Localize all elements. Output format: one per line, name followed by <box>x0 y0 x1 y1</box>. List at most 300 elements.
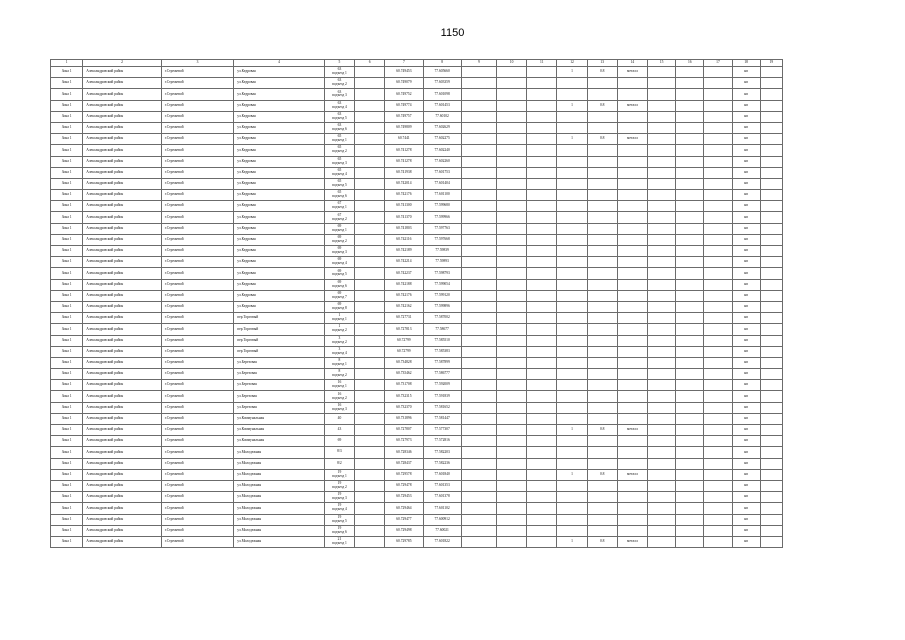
building-cell <box>324 246 354 257</box>
table-cell: г.Стрежевой <box>161 536 233 547</box>
table-row <box>51 167 783 178</box>
column-header: 18 <box>732 60 760 67</box>
table-cell <box>587 447 617 458</box>
column-header: 7 <box>385 60 423 67</box>
table-cell <box>676 492 704 503</box>
table-cell: 77.602240 <box>423 145 461 156</box>
table-cell: нп <box>732 134 760 145</box>
table-cell <box>648 89 676 100</box>
table-cell: нп <box>732 492 760 503</box>
column-header: 17 <box>704 60 732 67</box>
table-row <box>51 212 783 223</box>
table-cell: нп <box>732 514 760 525</box>
table-cell <box>648 257 676 268</box>
table-cell <box>587 380 617 391</box>
table-cell: нп <box>732 122 760 133</box>
building-number: 69 <box>337 302 342 307</box>
column-header: 4 <box>234 60 325 67</box>
column-header: 13 <box>587 60 617 67</box>
data-table <box>50 59 783 548</box>
table-body <box>51 67 783 548</box>
table-cell <box>648 223 676 234</box>
table-cell <box>676 167 704 178</box>
table-cell: 60.729477 <box>385 514 423 525</box>
table-cell <box>461 313 496 324</box>
table-cell <box>461 447 496 458</box>
building-number: 19 <box>337 525 342 530</box>
table-cell: 60.741938 <box>385 167 423 178</box>
table-cell <box>496 67 526 78</box>
table-cell <box>527 201 557 212</box>
table-cell <box>557 436 587 447</box>
table-cell: ул.Молодежная <box>234 525 325 536</box>
table-cell <box>648 67 676 78</box>
table-cell <box>355 167 385 178</box>
table-cell <box>461 402 496 413</box>
table-cell <box>760 313 782 324</box>
building-cell <box>324 78 354 89</box>
table-cell <box>587 413 617 424</box>
table-cell: 60.731708 <box>385 380 423 391</box>
table-cell <box>527 413 557 424</box>
table-cell <box>704 514 732 525</box>
table-cell <box>461 167 496 178</box>
table-cell <box>461 111 496 122</box>
table-row <box>51 402 783 413</box>
table-cell <box>617 413 647 424</box>
table-cell <box>527 536 557 547</box>
table-cell <box>617 480 647 491</box>
table-cell: 77.582236 <box>423 458 461 469</box>
table-cell <box>760 346 782 357</box>
table-cell: ул.Молодежная <box>234 514 325 525</box>
table-cell <box>648 201 676 212</box>
table-cell: 60.749809 <box>385 122 423 133</box>
building-number: 1 <box>338 324 341 329</box>
table-cell: нп <box>732 301 760 312</box>
table-cell <box>587 145 617 156</box>
building-number: 8 <box>338 369 341 374</box>
table-cell: Зона 1 <box>51 257 83 268</box>
table-cell <box>704 122 732 133</box>
table-cell <box>704 190 732 201</box>
table-cell <box>496 145 526 156</box>
table-cell: 60.727807 <box>385 425 423 436</box>
table-cell <box>355 134 385 145</box>
table-cell: Александровский район <box>83 391 162 402</box>
table-cell: ул.Кедровая <box>234 234 325 245</box>
table-cell: ул.Кедровая <box>234 167 325 178</box>
table-cell: ул.Березовая <box>234 369 325 380</box>
table-cell: нп <box>732 413 760 424</box>
table-cell: 77.602275 <box>423 134 461 145</box>
table-cell: 60.742189 <box>385 246 423 257</box>
table-cell: ул.Березовая <box>234 380 325 391</box>
table-cell: 77.592009 <box>423 380 461 391</box>
table-cell <box>527 458 557 469</box>
table-cell <box>648 413 676 424</box>
entrance-label: подъезд 4 <box>332 171 347 176</box>
table-cell <box>704 503 732 514</box>
table-cell <box>676 413 704 424</box>
table-cell: 60.72799 <box>385 335 423 346</box>
entrance-label: подъезд 6 <box>332 529 347 534</box>
table-cell <box>461 391 496 402</box>
table-cell <box>527 111 557 122</box>
table-cell <box>760 425 782 436</box>
table-cell <box>587 279 617 290</box>
table-cell: нп <box>732 536 760 547</box>
table-cell: ул.Кедровая <box>234 212 325 223</box>
table-cell <box>355 111 385 122</box>
table-cell <box>676 246 704 257</box>
table-cell <box>617 257 647 268</box>
table-cell <box>496 178 526 189</box>
table-cell <box>648 190 676 201</box>
table-cell <box>587 246 617 257</box>
entrance-label: подъезд 8 <box>332 306 347 311</box>
table-cell <box>461 413 496 424</box>
table-cell <box>587 313 617 324</box>
table-cell <box>704 480 732 491</box>
table-cell: нп <box>732 313 760 324</box>
table-cell <box>527 492 557 503</box>
table-cell: 60.731896 <box>385 413 423 424</box>
building-cell <box>324 391 354 402</box>
table-cell: нп <box>732 480 760 491</box>
table-row <box>51 301 783 312</box>
table-cell <box>496 190 526 201</box>
table-cell <box>617 436 647 447</box>
table-cell <box>496 246 526 257</box>
table-cell: Александровский район <box>83 447 162 458</box>
table-cell <box>760 357 782 368</box>
column-header: 15 <box>648 60 676 67</box>
column-header: 8 <box>423 60 461 67</box>
table-cell: пер.Торговый <box>234 313 325 324</box>
table-cell <box>461 212 496 223</box>
table-cell <box>557 402 587 413</box>
table-cell <box>527 122 557 133</box>
table-cell <box>760 480 782 491</box>
table-cell: нп <box>732 335 760 346</box>
table-cell <box>496 436 526 447</box>
building-number: 19 <box>337 492 342 497</box>
building-number: 69 <box>337 279 342 284</box>
table-row <box>51 536 783 547</box>
table-cell <box>760 89 782 100</box>
table-cell <box>760 223 782 234</box>
building-number: 69 <box>337 234 342 239</box>
table-cell <box>587 290 617 301</box>
table-cell <box>527 369 557 380</box>
column-header: 5 <box>324 60 354 67</box>
table-cell: Зона 1 <box>51 380 83 391</box>
table-cell: нп <box>732 503 760 514</box>
table-cell: Александровский район <box>83 290 162 301</box>
table-cell: нп <box>732 257 760 268</box>
building-number: 65 <box>337 156 342 161</box>
table-cell: 60.741370 <box>385 212 423 223</box>
table-cell: 60.729478 <box>385 480 423 491</box>
table-cell: 0.8 <box>587 469 617 480</box>
table-cell <box>704 346 732 357</box>
table-cell <box>527 357 557 368</box>
building-number: 65 <box>337 145 342 150</box>
table-row <box>51 134 783 145</box>
table-cell <box>617 268 647 279</box>
table-cell: 60.742176 <box>385 290 423 301</box>
table-cell <box>527 313 557 324</box>
table-cell: нп <box>732 201 760 212</box>
table-cell: г.Стрежевой <box>161 413 233 424</box>
table-cell: Зона 1 <box>51 201 83 212</box>
table-cell: 77.601753 <box>423 167 461 178</box>
table-cell: Зона 1 <box>51 67 83 78</box>
building-cell <box>324 514 354 525</box>
table-cell: нп <box>732 425 760 436</box>
table-cell <box>461 67 496 78</box>
table-cell <box>496 380 526 391</box>
table-cell <box>496 100 526 111</box>
table-cell <box>527 268 557 279</box>
table-row <box>51 246 783 257</box>
table-cell: ул.Коммунальная <box>234 413 325 424</box>
table-cell <box>760 525 782 536</box>
entrance-label: подъезд 2 <box>332 216 347 221</box>
entrance-label: подъезд 2 <box>332 339 347 344</box>
entrance-label: подъезд 2 <box>332 395 347 400</box>
table-cell <box>355 246 385 257</box>
building-cell <box>324 279 354 290</box>
table-cell <box>557 290 587 301</box>
table-row <box>51 223 783 234</box>
table-row <box>51 257 783 268</box>
table-cell <box>676 268 704 279</box>
table-cell <box>648 514 676 525</box>
entrance-label: подъезд 1 <box>332 473 347 478</box>
building-number: 16 <box>337 380 342 385</box>
table-row <box>51 469 783 480</box>
building-cell <box>324 190 354 201</box>
table-cell <box>587 346 617 357</box>
table-cell <box>461 346 496 357</box>
entrance-label: подъезд 1 <box>332 361 347 366</box>
table-cell <box>704 167 732 178</box>
table-cell: 77.586777 <box>423 369 461 380</box>
table-cell: г.Стрежевой <box>161 78 233 89</box>
table-cell <box>648 290 676 301</box>
table-cell <box>704 357 732 368</box>
table-cell <box>527 212 557 223</box>
building-cell <box>324 67 354 78</box>
table-cell <box>461 257 496 268</box>
building-number: 63 <box>337 123 342 128</box>
table-cell: Зона 1 <box>51 145 83 156</box>
table-cell: Зона 1 <box>51 425 83 436</box>
table-cell: 77.602260 <box>423 156 461 167</box>
table-row <box>51 480 783 491</box>
table-cell <box>355 201 385 212</box>
table-cell: 77.585510 <box>423 335 461 346</box>
table-cell: г.Стрежевой <box>161 67 233 78</box>
table-cell <box>617 492 647 503</box>
table-row <box>51 268 783 279</box>
table-cell <box>617 290 647 301</box>
table-cell <box>461 246 496 257</box>
table-cell: Зона 1 <box>51 134 83 145</box>
table-cell <box>648 436 676 447</box>
table-cell <box>496 78 526 89</box>
table-cell: 1 <box>557 536 587 547</box>
table-cell <box>527 190 557 201</box>
table-cell <box>355 190 385 201</box>
table-cell <box>760 145 782 156</box>
table-cell <box>496 111 526 122</box>
table-cell <box>760 447 782 458</box>
table-row <box>51 436 783 447</box>
column-header: 10 <box>496 60 526 67</box>
table-cell: г.Стрежевой <box>161 514 233 525</box>
building-cell <box>324 480 354 491</box>
table-cell: 60.729785 <box>385 536 423 547</box>
table-cell: Зона 1 <box>51 290 83 301</box>
building-number: 43 <box>337 427 342 432</box>
table-cell: нп <box>732 156 760 167</box>
table-cell <box>557 145 587 156</box>
table-cell <box>676 111 704 122</box>
table-cell <box>461 223 496 234</box>
table-cell: нп <box>732 290 760 301</box>
table-cell <box>496 167 526 178</box>
table-cell <box>461 100 496 111</box>
table-cell <box>527 391 557 402</box>
table-cell <box>557 335 587 346</box>
table-cell <box>461 380 496 391</box>
table-cell <box>557 480 587 491</box>
table-row <box>51 100 783 111</box>
table-cell: 77.601840 <box>423 469 461 480</box>
table-cell <box>355 268 385 279</box>
table-cell: 60.729453 <box>385 492 423 503</box>
entrance-label: подъезд 1 <box>332 71 347 76</box>
entrance-label: подъезд 5 <box>332 272 347 277</box>
building-number: 69 <box>337 246 342 251</box>
building-number: 69 <box>337 257 342 262</box>
table-cell: Александровский район <box>83 190 162 201</box>
table-cell <box>355 514 385 525</box>
table-cell: 60.742176 <box>385 190 423 201</box>
table-cell: г.Стрежевой <box>161 246 233 257</box>
table-cell <box>461 268 496 279</box>
table-cell: Зона 1 <box>51 156 83 167</box>
table-cell <box>760 458 782 469</box>
table-cell <box>704 469 732 480</box>
table-cell <box>355 145 385 156</box>
table-cell <box>648 268 676 279</box>
table-cell: 77.59893 <box>423 257 461 268</box>
table-cell <box>355 223 385 234</box>
table-cell: г.Стрежевой <box>161 313 233 324</box>
table-cell <box>461 156 496 167</box>
table-cell: 60.742237 <box>385 268 423 279</box>
table-cell <box>648 425 676 436</box>
table-cell <box>557 190 587 201</box>
table-cell: 60.728346 <box>385 447 423 458</box>
table-cell: Александровский район <box>83 67 162 78</box>
table-cell: ул.Кедровая <box>234 301 325 312</box>
table-cell: г.Стрежевой <box>161 436 233 447</box>
table-cell <box>527 335 557 346</box>
table-cell <box>461 178 496 189</box>
table-cell: г.Стрежевой <box>161 122 233 133</box>
table-cell: г.Стрежевой <box>161 346 233 357</box>
table-cell: пер.Торговый <box>234 346 325 357</box>
table-cell: Александровский район <box>83 458 162 469</box>
table-cell <box>676 514 704 525</box>
table-cell <box>704 369 732 380</box>
table-cell: нп <box>732 78 760 89</box>
entrance-label: подъезд 5 <box>332 115 347 120</box>
table-cell: г.Стрежевой <box>161 201 233 212</box>
table-cell <box>461 78 496 89</box>
building-cell <box>324 89 354 100</box>
table-cell: ул.Березовая <box>234 391 325 402</box>
table-cell: 60.749774 <box>385 100 423 111</box>
table-cell: 1 <box>557 67 587 78</box>
table-cell: пер.Торговый <box>234 324 325 335</box>
table-cell <box>760 369 782 380</box>
table-cell <box>496 469 526 480</box>
table-cell <box>676 469 704 480</box>
table-cell: металл <box>617 67 647 78</box>
table-cell: 77.602629 <box>423 122 461 133</box>
building-cell <box>324 447 354 458</box>
table-cell <box>676 156 704 167</box>
building-number: 67 <box>337 201 342 206</box>
table-row <box>51 492 783 503</box>
table-cell <box>461 134 496 145</box>
table-cell <box>676 190 704 201</box>
table-cell <box>527 78 557 89</box>
table-cell <box>648 469 676 480</box>
table-cell: 60.72799 <box>385 346 423 357</box>
table-cell: Александровский район <box>83 480 162 491</box>
table-cell <box>704 313 732 324</box>
table-cell <box>355 100 385 111</box>
table-cell: нп <box>732 212 760 223</box>
table-cell <box>527 480 557 491</box>
column-header: 19 <box>760 60 782 67</box>
column-header: 6 <box>355 60 385 67</box>
table-cell: нп <box>732 279 760 290</box>
table-cell: Зона 1 <box>51 212 83 223</box>
table-row <box>51 122 783 133</box>
table-cell <box>760 492 782 503</box>
table-cell <box>461 369 496 380</box>
table-cell: нп <box>732 458 760 469</box>
table-cell <box>527 514 557 525</box>
table-cell <box>496 279 526 290</box>
entrance-label: подъезд 6 <box>332 283 347 288</box>
table-cell: нп <box>732 268 760 279</box>
building-cell <box>324 257 354 268</box>
table-cell: Зона 1 <box>51 246 83 257</box>
building-number: 63 <box>337 89 342 94</box>
table-cell <box>587 178 617 189</box>
table-cell: 77.581652 <box>423 402 461 413</box>
building-number: 16 <box>337 402 342 407</box>
